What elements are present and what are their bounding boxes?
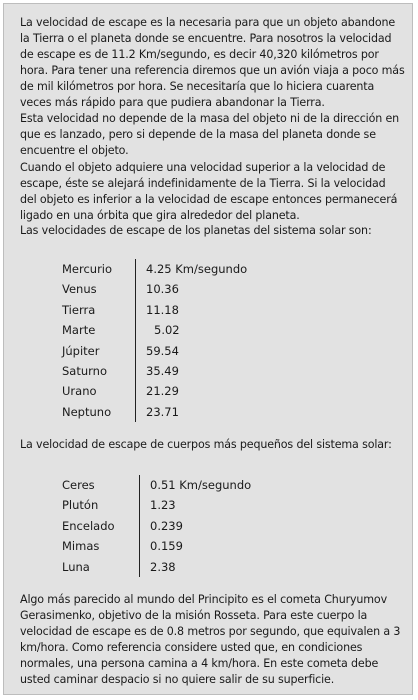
body-name: Plutón [62,498,99,513]
table-row [62,516,302,536]
body-value: 0.51 Km/segundo [150,478,252,492]
table-row [62,475,302,495]
body-value: 0.159 [150,539,183,554]
table-row [62,300,302,320]
table-row [62,320,302,340]
planet-name: Tierra [62,302,96,317]
small-bodies-table [62,475,302,577]
body-name: Encelado [62,518,115,533]
planet-name: Saturno [62,363,107,378]
planet-value: 4.25 Km/segundo [146,262,248,276]
paragraph-small-bodies-heading: La velocidad de escape de cuerpos más pequeños del sistema solar: [20,438,392,451]
planet-value: 23.71 [146,404,179,419]
planet-value: 5.02 [154,323,180,338]
planet-name: Venus [62,282,97,297]
table-row [62,259,302,279]
body-name: Luna [62,559,90,574]
body-name: Mimas [62,539,100,554]
paragraph-mass-independence: Esta velocidad no depende de la masa del objeto ni de la dirección en que es lanzado, pero si depende de la masa del planeta donde se encuentre el objeto. [20,112,400,157]
table-row [62,381,302,401]
table-row [62,536,302,556]
planet-name: Neptuno [62,404,112,419]
body-name: Ceres [62,478,95,492]
paragraph-orbit: Cuando el objeto adquiere una velocidad superior a la velocidad de escape, éste se alejará indefinidamente de la Tierra. Si la velocidad del objeto es inferior a la velocidad de escape entonces permanecerá ligado en una órbita que gira alrededor del planeta. [20,161,398,222]
planet-value: 59.54 [146,343,179,358]
paragraph-intro: La velocidad de escape es la necesaria para que un objeto abandone la Tierra o el planeta donde se encuentre. Para nosotros la velocidad de escape es de 11.2 Km/segundo, es decir 40,320 kilómetros por hora. Para tener una referencia diremos que un avión viaja a poco más de mil kilómetros por hora. Se necesitaría que lo hiciera cuarenta veces más rápido para que pudiera abandonar la Tierra. [20,16,405,109]
table-row [62,402,302,422]
paragraph-comet: Algo más parecido al mundo del Principito es el cometa Churyumov Gerasimenko, objetivo de la misión Rosseta. Para este cuerpo la velocidad de escape es de 0.8 metros por segundo, que equivalen a 3 km/hora. Como referencia considere usted que, en condiciones normales, una persona camina a 4 km/hora. En este cometa debe usted caminar despacio si no quiere salir de su superficie. [20,593,401,686]
body-value: 0.239 [150,518,183,533]
planet-name: Júpiter [62,343,100,358]
table-row [62,341,302,361]
body-value: 1.23 [150,498,176,513]
article-panel [3,3,413,695]
body-value: 2.38 [150,559,176,574]
planet-value: 21.29 [146,384,179,399]
paragraph-planets-heading: Las velocidades de escape de los planetas del sistema solar son: [20,224,372,237]
table-row [62,495,302,515]
planet-name: Urano [62,384,97,399]
table-row [62,279,302,299]
planet-value: 10.36 [146,282,179,297]
planets-table [62,259,302,422]
planet-value: 35.49 [146,363,179,378]
table-row [62,557,302,577]
planet-value: 11.18 [146,302,179,317]
table-row [62,361,302,381]
planet-name: Marte [62,323,96,338]
planet-name: Mercurio [62,262,113,276]
